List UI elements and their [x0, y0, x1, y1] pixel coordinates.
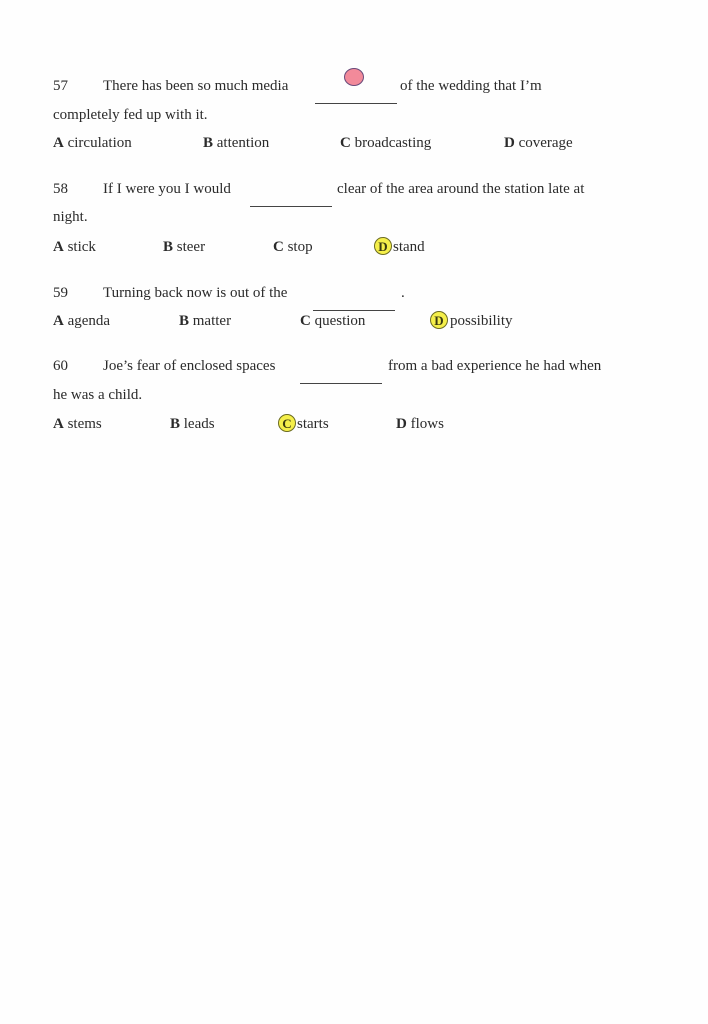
- question-59-option-d-text: possibility: [450, 313, 513, 329]
- answer-59-highlight-circle[interactable]: D: [430, 311, 448, 329]
- question-59-text-after: .: [401, 285, 405, 301]
- question-58-option-d-text: stand: [393, 239, 425, 255]
- question-60-number: 60: [53, 358, 68, 374]
- answer-58-highlight-circle[interactable]: D: [374, 237, 392, 255]
- question-57-text-before: There has been so much media: [103, 78, 289, 94]
- question-58-continuation: night.: [53, 209, 88, 225]
- question-59-number: 59: [53, 285, 68, 301]
- question-57-continuation: completely fed up with it.: [53, 107, 208, 123]
- question-59-option-b[interactable]: B matter: [179, 313, 232, 329]
- question-58-number: 58: [53, 181, 68, 197]
- question-60-option-d[interactable]: D flows: [396, 416, 444, 432]
- question-57-option-a[interactable]: A circulation: [53, 135, 132, 151]
- question-60-continuation: he was a child.: [53, 387, 143, 403]
- question-58-text-before: If I were you I would: [103, 181, 231, 197]
- question-60-option-c-text: starts: [297, 416, 329, 432]
- question-58-blank[interactable]: [250, 198, 332, 216]
- question-57-text-after: of the wedding that I’m: [400, 78, 542, 94]
- question-60-option-b[interactable]: B leads: [170, 416, 215, 432]
- question-58-option-a[interactable]: A stick: [53, 239, 96, 255]
- question-58-option-b[interactable]: B steer: [163, 239, 206, 255]
- question-57-option-c[interactable]: C broadcasting: [340, 135, 432, 151]
- question-59-text-before: Turning back now is out of the: [103, 285, 288, 301]
- question-59-option-a[interactable]: A agenda: [53, 313, 111, 329]
- question-60-text-after: from a bad experience he had when: [388, 358, 602, 374]
- question-57-option-b[interactable]: B attention: [203, 135, 270, 151]
- question-57-number: 57: [53, 78, 68, 94]
- question-60-blank[interactable]: [300, 375, 382, 393]
- question-58-text-after: clear of the area around the station late at: [337, 181, 585, 197]
- pink-marker-dot: [344, 68, 364, 86]
- question-57-blank[interactable]: [315, 95, 397, 113]
- answer-60-highlight-circle[interactable]: C: [278, 414, 296, 432]
- question-60-option-a[interactable]: A stems: [53, 416, 102, 432]
- question-59-option-c[interactable]: C question: [300, 313, 366, 329]
- question-57-option-d[interactable]: D coverage: [504, 135, 573, 151]
- question-60-text-before: Joe’s fear of enclosed spaces: [103, 358, 276, 374]
- question-58-option-c[interactable]: C stop: [273, 239, 313, 255]
